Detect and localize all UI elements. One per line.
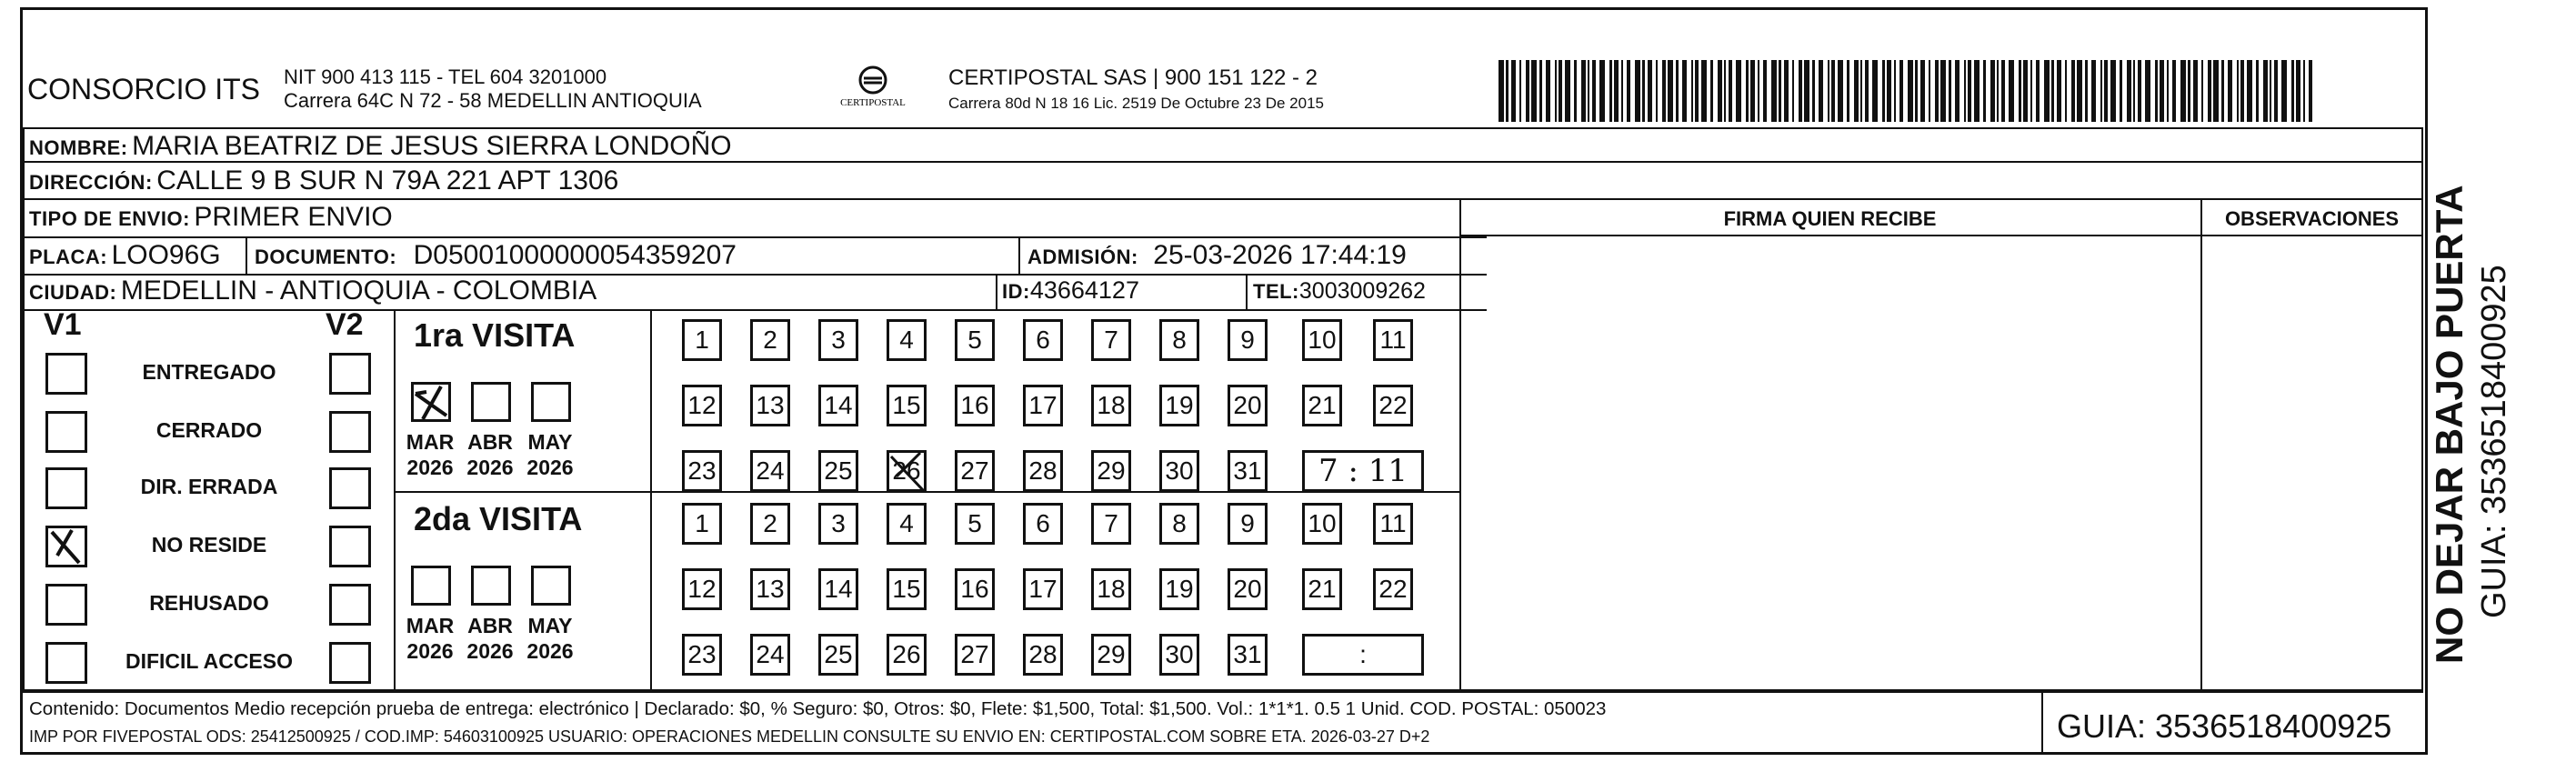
day-box[interactable]: 5 xyxy=(955,319,995,361)
company-name: CONSORCIO ITS xyxy=(27,73,261,105)
day-box[interactable]: 17 xyxy=(1023,385,1063,426)
day-box[interactable]: 23 xyxy=(682,634,722,676)
month-label: MAR 2026 xyxy=(406,614,455,663)
day-box[interactable]: 11 xyxy=(1373,319,1413,361)
v1-checkbox[interactable] xyxy=(45,526,87,567)
month-label: MAR 2026 xyxy=(406,430,455,479)
documento-row xyxy=(255,240,737,271)
day-box[interactable]: 24 xyxy=(750,450,790,492)
tel-value: 3003009262 xyxy=(1298,278,1426,304)
month-checkbox[interactable] xyxy=(411,566,451,606)
carrier-name: CERTIPOSTAL SAS | 900 151 122 - 2 xyxy=(948,65,1318,90)
v2-checkbox[interactable] xyxy=(329,467,371,509)
v2-checkbox[interactable] xyxy=(329,353,371,395)
day-box[interactable]: 4 xyxy=(887,503,927,545)
v1-checkbox[interactable] xyxy=(45,642,87,684)
id-row xyxy=(1002,276,1139,305)
day-box[interactable]: 25 xyxy=(818,634,858,676)
month-checkbox[interactable] xyxy=(471,382,511,422)
day-box[interactable]: 14 xyxy=(818,385,858,426)
nombre-label: NOMBRE: xyxy=(29,136,128,159)
day-box[interactable]: 10 xyxy=(1302,503,1342,545)
side-guia: GUIA: 3536518400925 xyxy=(2475,265,2513,618)
status-label: DIR. ERRADA xyxy=(140,475,278,498)
day-box[interactable]: 21 xyxy=(1302,385,1342,426)
placa-label: PLACA: xyxy=(29,246,108,268)
day-box[interactable]: 19 xyxy=(1159,568,1199,610)
day-box[interactable]: 29 xyxy=(1091,450,1131,492)
day-box[interactable]: 18 xyxy=(1091,385,1131,426)
day-box[interactable]: 9 xyxy=(1228,319,1268,361)
status-label: ENTREGADO xyxy=(142,360,276,384)
observaciones-title: OBSERVACIONES xyxy=(2224,207,2400,230)
status-label: DIFICIL ACCESO xyxy=(125,649,293,673)
v1-checkbox[interactable] xyxy=(45,411,87,453)
visit-title: 2da VISITA xyxy=(414,500,583,537)
month-checkbox[interactable] xyxy=(531,382,571,422)
status-label: NO RESIDE xyxy=(151,533,267,556)
side-warning: NO DEJAR BAJO PUERTA xyxy=(2428,185,2471,664)
id-label: ID: xyxy=(1002,280,1030,303)
day-box[interactable]: 13 xyxy=(750,568,790,610)
status-label: REHUSADO xyxy=(149,591,269,615)
day-box[interactable]: 31 xyxy=(1228,634,1268,676)
certipostal-logo xyxy=(837,64,909,111)
day-box[interactable]: 6 xyxy=(1023,503,1063,545)
day-box[interactable]: 3 xyxy=(818,503,858,545)
day-box[interactable]: 25 xyxy=(818,450,858,492)
tel-label: TEL: xyxy=(1253,280,1299,303)
v1-checkbox[interactable] xyxy=(45,353,87,395)
day-box[interactable]: 16 xyxy=(955,568,995,610)
day-box[interactable]: 24 xyxy=(750,634,790,676)
day-box[interactable]: 12 xyxy=(682,385,722,426)
month-checkbox[interactable] xyxy=(531,566,571,606)
day-box[interactable]: 20 xyxy=(1228,385,1268,426)
firma-title: FIRMA QUIEN RECIBE xyxy=(1723,207,1937,230)
tipo-label: TIPO DE ENVIO: xyxy=(29,207,190,230)
day-box[interactable]: 27 xyxy=(955,450,995,492)
month-checkbox[interactable] xyxy=(411,382,451,422)
day-box[interactable]: 15 xyxy=(887,568,927,610)
day-box[interactable]: 2 xyxy=(750,503,790,545)
company-nit: NIT 900 413 115 - TEL 604 3201000 xyxy=(284,65,607,88)
day-box[interactable]: 8 xyxy=(1159,503,1199,545)
month-label: MAY 2026 xyxy=(526,614,574,663)
v2-checkbox[interactable] xyxy=(329,411,371,453)
day-box[interactable]: 19 xyxy=(1159,385,1199,426)
day-box[interactable]: 28 xyxy=(1023,450,1063,492)
admision-label: ADMISIÓN: xyxy=(1027,246,1138,268)
day-box[interactable]: 30 xyxy=(1159,634,1199,676)
day-box[interactable]: 29 xyxy=(1091,634,1131,676)
carrier-address: Carrera 80d N 18 16 Lic. 2519 De Octubre 23 De 2015 xyxy=(948,95,1324,112)
v2-checkbox[interactable] xyxy=(329,584,371,626)
barcode xyxy=(1498,60,2391,122)
day-box[interactable]: 10 xyxy=(1302,319,1342,361)
day-box[interactable]: 21 xyxy=(1302,568,1342,610)
ciudad-row xyxy=(29,276,596,306)
day-box[interactable]: 23 xyxy=(682,450,722,492)
status-label: CERRADO xyxy=(155,418,263,442)
time-box[interactable]: : xyxy=(1302,634,1424,676)
day-box[interactable]: 4 xyxy=(887,319,927,361)
v1-checkbox[interactable] xyxy=(45,584,87,626)
direccion-value: CALLE 9 B SUR N 79A 221 APT 1306 xyxy=(156,165,619,196)
placa-value: LOO96G xyxy=(111,240,221,270)
day-box[interactable]: 2 xyxy=(750,319,790,361)
placa-row xyxy=(29,240,221,271)
v1-label: V1 xyxy=(44,307,82,342)
day-box[interactable]: 1 xyxy=(682,319,722,361)
day-box[interactable]: 6 xyxy=(1023,319,1063,361)
day-box[interactable]: 14 xyxy=(818,568,858,610)
month-checkbox[interactable] xyxy=(471,566,511,606)
time-box[interactable]: 7 : 11 xyxy=(1302,450,1424,492)
day-box[interactable]: 9 xyxy=(1228,503,1268,545)
v1-checkbox[interactable] xyxy=(45,467,87,509)
ciudad-value: MEDELLIN - ANTIOQUIA - COLOMBIA xyxy=(120,276,597,306)
direccion-row xyxy=(29,165,618,196)
tipo-row xyxy=(29,202,393,233)
visit-title: 1ra VISITA xyxy=(414,316,576,354)
ciudad-label: CIUDAD: xyxy=(29,281,117,304)
nombre-value: MARIA BEATRIZ DE JESUS SIERRA LONDOÑO xyxy=(132,131,732,161)
tipo-value: PRIMER ENVIO xyxy=(194,202,393,232)
v2-checkbox[interactable] xyxy=(329,642,371,684)
day-box[interactable]: 15 xyxy=(887,385,927,426)
day-box[interactable]: 30 xyxy=(1159,450,1199,492)
month-label: ABR 2026 xyxy=(466,430,514,479)
day-box[interactable]: 22 xyxy=(1373,568,1413,610)
day-box[interactable]: 26 xyxy=(887,450,927,492)
day-box[interactable]: 28 xyxy=(1023,634,1063,676)
day-box[interactable]: 27 xyxy=(955,634,995,676)
day-box[interactable]: 16 xyxy=(955,385,995,426)
nombre-row xyxy=(29,131,732,162)
direccion-label: DIRECCIÓN: xyxy=(29,171,153,194)
id-value: 43664127 xyxy=(1029,276,1139,304)
day-box[interactable]: 13 xyxy=(750,385,790,426)
day-box[interactable]: 18 xyxy=(1091,568,1131,610)
company-address: Carrera 64C N 72 - 58 MEDELLIN ANTIOQUIA xyxy=(284,89,702,112)
day-box[interactable]: 7 xyxy=(1091,319,1131,361)
day-box[interactable]: 17 xyxy=(1023,568,1063,610)
day-box[interactable]: 1 xyxy=(682,503,722,545)
day-box[interactable]: 31 xyxy=(1228,450,1268,492)
v2-checkbox[interactable] xyxy=(329,526,371,567)
admision-value: 25-03-2026 17:44:19 xyxy=(1153,240,1407,270)
day-box[interactable]: 22 xyxy=(1373,385,1413,426)
day-box[interactable]: 8 xyxy=(1159,319,1199,361)
svg-text:CERTIPOSTAL: CERTIPOSTAL xyxy=(840,97,906,108)
day-box[interactable]: 5 xyxy=(955,503,995,545)
footer-line2: IMP POR FIVEPOSTAL ODS: 25412500925 / COD.IMP: 54603100925 USUARIO: OPERACIONES MEDELLIN CONSULTE SU ENVIO EN: CERTIPOSTAL.COM SOBRE ETA. 2026-03-27 D+2 xyxy=(29,727,1430,746)
day-box[interactable]: 12 xyxy=(682,568,722,610)
tel-row xyxy=(1253,278,1426,305)
admision-row xyxy=(1027,240,1407,271)
v2-label: V2 xyxy=(326,307,364,342)
day-box[interactable]: 11 xyxy=(1373,503,1413,545)
footer-line1: Contenido: Documentos Medio recepción prueba de entrega: electrónico | Declarado: $0, % Seguro: $0, Otros: $0, Flete: $1,500, Total: $1,500. Vol.: 1*1*1. 0.5 1 Unid. COD. POSTAL: 050023 xyxy=(29,698,1607,719)
day-box[interactable]: 3 xyxy=(818,319,858,361)
footer-guia: GUIA: 3536518400925 xyxy=(2057,707,2392,745)
day-box[interactable]: 26 xyxy=(887,634,927,676)
day-box[interactable]: 20 xyxy=(1228,568,1268,610)
month-label: ABR 2026 xyxy=(466,614,514,663)
day-box[interactable]: 7 xyxy=(1091,503,1131,545)
documento-value: D05001000000054359207 xyxy=(413,240,737,270)
documento-label: DOCUMENTO: xyxy=(255,246,397,268)
month-label: MAY 2026 xyxy=(526,430,574,479)
